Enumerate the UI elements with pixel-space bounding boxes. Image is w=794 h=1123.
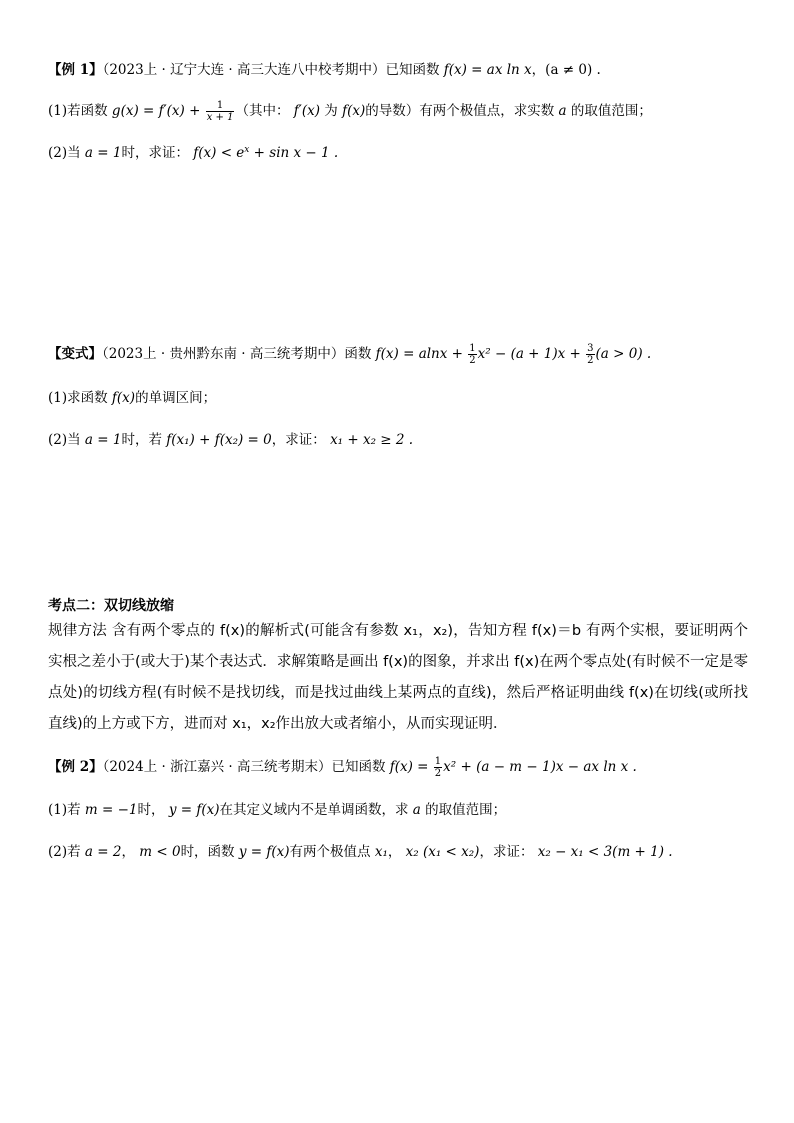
fraction-1-over-x-plus-1 [206,100,235,123]
fraction-denominator: 2 [587,355,594,366]
fraction-one-half [434,756,442,779]
q1-mid-text-2: 为 [324,103,338,119]
e2q2-mid-3: ，求证： [479,844,534,860]
e2q2-sep: ， [121,844,135,860]
example2-source: （2024上 · 浙江嘉兴 · 高三统考期末） [102,759,332,775]
fraction-numerator: 3 [587,343,594,354]
fraction-one-half [468,343,476,366]
example1-condition: ，(a ≠ 0) . [531,62,601,78]
exponent-x: x [244,145,250,155]
e2q2-inequality: x₂ − x₁ < 3(m + 1) . [537,844,673,860]
vq2-condition: a = 1 [84,432,122,448]
f-of-x: f(x) [342,103,366,119]
fraction-three-halves [586,343,594,366]
example2-tag: 【例 2】 [48,759,103,775]
variant-func-pre: f(x) = alnx + [375,346,463,362]
inequality-left: f(x) < e [193,145,245,161]
example2-stem: 已知函数 [331,759,386,775]
fraction-numerator: 1 [434,756,442,767]
q2-condition: a = 1 [84,145,122,161]
variable-a: a [558,103,567,119]
e2q2-y-equals-f: y = f(x) [238,844,290,860]
example2-line [48,756,637,779]
example1-line [48,60,601,80]
section2-body: 规律方法 含有两个零点的 f(x)的解析式(可能含有参数 x₁，x₂)，告知方程 f(x)＝b 有两个实根，要证明两个实根之差小于(或大于)某个表达式．求解策略是画出 f(x)的图象，并求出 f(x)在两个零点处(有时候不一定是零点处)的切线方程(有时候不是找切线，而是找过曲线上某两点的直线)，然后严格证明曲线 f(x)在切线(或所找直线)的上方或下方，进而对 x₁，x₂作出放大或者缩小，从而实现证明． [48,623,748,732]
variant-question2 [48,430,413,450]
f-of-x: f(x) [111,390,136,406]
example1-function: f(x) = ax ln x [443,62,532,78]
e2q1-prefix: (1)若 [48,802,81,818]
example2-question1 [48,800,506,820]
e2q2-x1: x₁ [374,844,388,860]
e2q1-condition: m = −1 [84,802,138,818]
variant-func-mid: x² − (a + 1)x + [477,346,581,362]
vq2-mid-text-2: ，求证： [271,432,326,448]
vq1-tail: 的单调区间； [135,390,217,406]
fraction-denominator: 2 [434,768,442,779]
e2q1-end: 的取值范围； [425,802,507,818]
section2-heading: 考点二：双切线放缩 [48,598,174,614]
e2q2-mid-2: 有两个极值点 [289,844,371,860]
example1-stem: 已知函数 [385,62,440,78]
example1-question2 [48,143,338,163]
q2-prefix: (2)当 [48,145,81,161]
q1-end: 的取值范围； [570,103,652,119]
example1-question1 [48,100,652,123]
e2q2-prefix: (2)若 [48,844,81,860]
e2q2-condition-a: a = 2 [84,844,122,860]
e2q2-sep-2: ， [387,844,402,860]
vq2-mid-text: 时，若 [121,432,162,448]
e2q2-condition-m: m < 0 [139,844,181,860]
variant-line [48,343,651,366]
q1-tail: 的导数）有两个极值点，求实数 [365,103,555,119]
variant-stem: 函数 [344,346,372,362]
variant-question1 [48,388,216,408]
e2q1-tail: 在其定义域内不是单调函数，求 [219,802,409,818]
variant-func-post: (a > 0) . [595,346,652,362]
example2-func-pre: f(x) = [389,759,429,775]
e2q1-y-equals-f: y = f(x) [168,802,220,818]
q2-mid-text: 时，求证： [121,145,189,161]
e2q2-x2: x₂ (x₁ < x₂) [405,844,480,860]
vq2-prefix: (2)当 [48,432,81,448]
fraction-denominator: x + 1 [206,112,234,123]
variable-a: a [412,802,421,818]
e2q2-mid: 时，函数 [180,844,235,860]
derivative-symbol: f′(x) [293,103,320,119]
g-function: g(x) = f′(x) + [111,103,201,119]
variant-source: （2023上 · 贵州黔东南 · 高三统考期中） [102,346,345,362]
fraction-denominator: 2 [469,355,476,366]
fraction-numerator: 1 [469,343,476,354]
vq2-inequality: x₁ + x₂ ≥ 2 . [330,432,414,448]
variant-tag: 【变式】 [48,346,102,362]
inequality-right: + sin x − 1 . [253,145,339,161]
q1-mid-text: （其中： [235,103,290,119]
example2-func-post: x² + (a − m − 1)x − ax ln x . [443,759,637,775]
example1-tag: 【例 1】 [48,62,103,78]
fraction-numerator: 1 [206,100,235,112]
vq2-equation: f(x₁) + f(x₂) = 0 [166,432,272,448]
q1-prefix: (1)若函数 [48,103,108,119]
e2q1-mid: 时， [137,802,165,818]
example1-source: （2023上 · 辽宁大连 · 高三大连八中校考期中） [102,62,386,78]
example2-question2 [48,842,673,862]
vq1-prefix: (1)求函数 [48,390,108,406]
